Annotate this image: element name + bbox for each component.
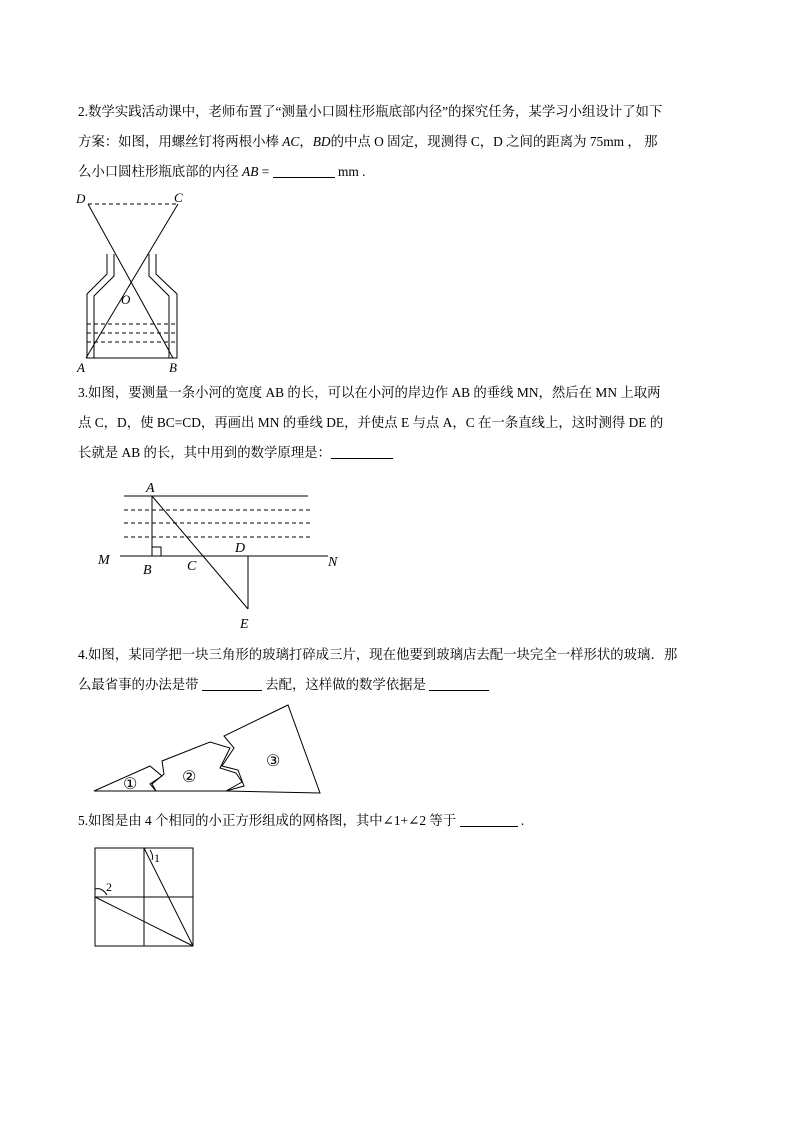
q3-line-2: 点 C，D，使 BC=CD，再画出 MN 的垂线 DE，并使点 E 与点 A，C 在一条直线上，这时测得 DE 的 — [78, 415, 664, 430]
right-angle-mark — [152, 547, 161, 556]
q4-line-1: 4.如图，某同学把一块三角形的玻璃打碎成三片，现在他要到玻璃店去配一块完全一样形状的玻璃．那 — [78, 647, 678, 662]
label-c: C — [187, 559, 197, 574]
var-ac: AC — [282, 134, 300, 149]
q3-line-1: 3.如图，要测量一条小河的宽度 AB 的长，可以在小河的岸边作 AB 的垂线 MN，然后在 MN 上取两 — [78, 385, 661, 400]
label-b: B — [143, 563, 152, 578]
q2-line-2: 方案：如图，用螺丝钉将两根小棒 AC，BD的中点 O 固定，现测得 C，D 之间的距离为 75mm ， 那 — [78, 134, 658, 149]
glass-figure — [90, 700, 330, 800]
q4-line-2: 么最省事的办法是带 去配，这样做的数学依据是 — [78, 670, 722, 700]
q2-line-3: 么小口圆柱形瓶底部的内径 AB = mm . — [78, 164, 366, 179]
label-m: M — [98, 553, 110, 568]
glass-piece-3 — [222, 705, 320, 793]
angle-1-arc — [150, 850, 153, 860]
river-figure — [90, 476, 360, 636]
glass-piece-2 — [152, 742, 242, 791]
question-3-text — [78, 378, 722, 468]
label-b: B — [169, 360, 177, 375]
bottle-figure — [70, 186, 190, 376]
label-d: D — [235, 541, 246, 556]
answer-blank-q5[interactable] — [460, 812, 518, 827]
label-angle-1: 1 — [154, 851, 160, 865]
rod-db — [88, 204, 173, 358]
label-angle-2: 2 — [106, 880, 112, 894]
label-o: O — [121, 292, 131, 307]
answer-blank-q4-reason[interactable] — [429, 676, 489, 691]
grid-figure — [88, 842, 200, 954]
q5-line-1: 5.如图是由 4 个相同的小正方形组成的网格图，其中∠1+∠2 等于 . — [78, 813, 525, 828]
label-e: E — [240, 617, 249, 632]
label-piece-2: ② — [182, 769, 197, 786]
question-2-text — [78, 97, 722, 187]
segment-ae — [152, 496, 248, 609]
label-d: D — [76, 191, 86, 206]
label-piece-1: ① — [123, 776, 138, 793]
answer-blank-q2[interactable] — [273, 163, 335, 178]
label-a: A — [146, 481, 155, 496]
q2-line-1: 2.数学实践活动课中，老师布置了“测量小口圆柱形瓶底部内径”的探究任务，某学习小组设计了如下 — [78, 104, 663, 119]
question-5-text — [78, 806, 722, 836]
answer-blank-q4-piece[interactable] — [202, 676, 262, 691]
label-piece-3: ③ — [266, 753, 281, 770]
var-bd: BD — [312, 134, 331, 149]
label-n: N — [328, 555, 338, 570]
label-a: A — [77, 360, 85, 375]
q3-line-3: 长就是 AB 的长，其中用到的数学原理是： — [78, 438, 722, 468]
label-c: C — [174, 190, 183, 205]
question-4-text — [78, 640, 722, 700]
answer-blank-q3[interactable] — [331, 444, 393, 459]
var-ab: AB — [242, 164, 259, 179]
